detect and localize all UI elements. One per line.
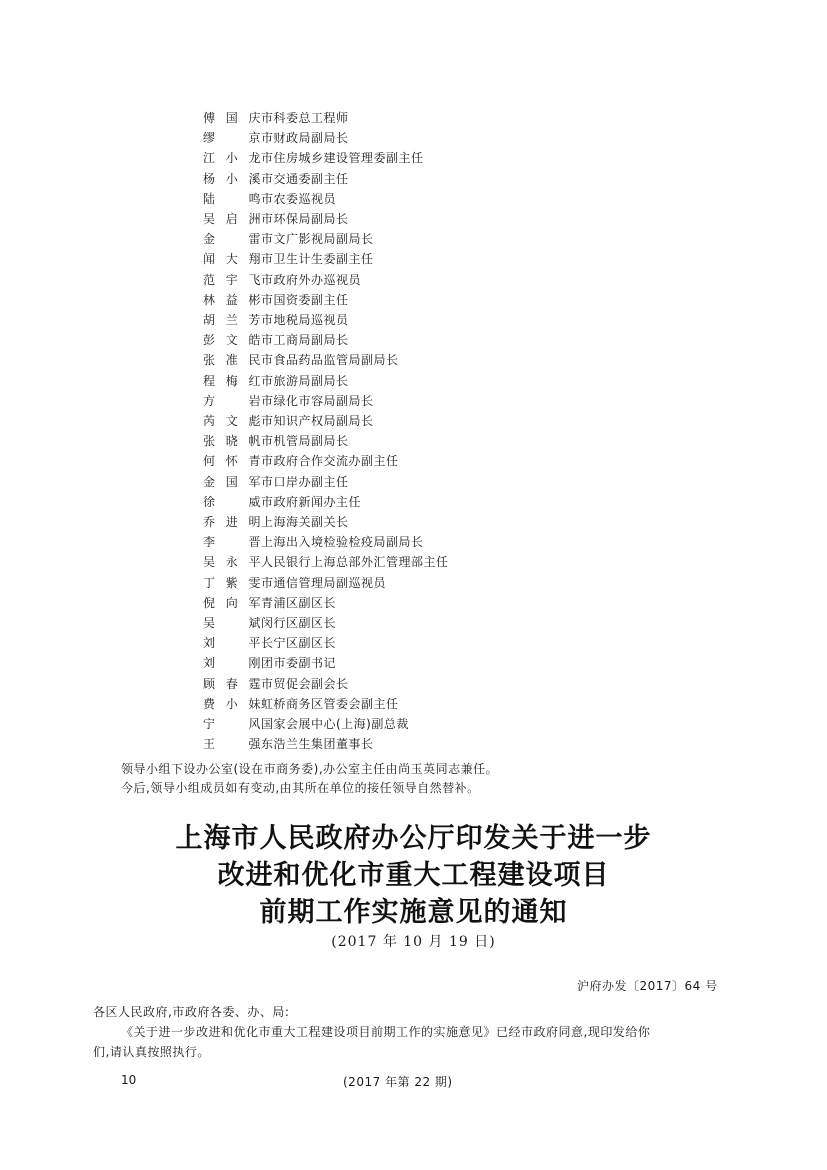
member-row — [203, 108, 349, 128]
notice-title-line-3: 前期工作实施意见的通知 — [259, 897, 568, 928]
member-position: 市农委巡视员 — [261, 191, 337, 206]
member-row — [203, 593, 336, 613]
member-name: 闻大翔 — [203, 252, 261, 267]
member-name: 倪向军 — [203, 595, 261, 610]
member-name: 费小妹 — [203, 696, 261, 711]
member-row — [203, 128, 349, 148]
notice-title-line-1: 上海市人民政府办公厅印发关于进一步 — [175, 823, 652, 854]
member-row — [203, 189, 336, 209]
member-name: 彭文皓 — [203, 333, 261, 348]
member-position: 团市委副书记 — [261, 656, 337, 671]
member-name: 金 雷 — [203, 232, 261, 247]
member-position: 上海海关副关长 — [261, 515, 349, 529]
member-row — [203, 209, 349, 229]
member-name: 徐 威 — [203, 494, 261, 509]
page-number: 10 — [121, 1073, 137, 1087]
member-name: 李 晋 — [203, 535, 261, 550]
member-position: 市住房城乡建设管理委副主任 — [261, 151, 424, 166]
member-row — [203, 371, 349, 391]
member-position: 市旅游局副局长 — [261, 373, 349, 388]
member-row — [203, 310, 349, 330]
salutation: 各区人民政府,市政府各委、办、局: — [93, 1005, 290, 1019]
member-row — [203, 451, 399, 471]
member-name: 胡兰芳 — [203, 313, 261, 327]
member-position: 市地税局巡视员 — [261, 313, 349, 327]
notice-date: (2017 年 10 月 19 日) — [331, 934, 496, 950]
member-position: 市交通委副主任 — [261, 171, 349, 186]
member-name: 顾春霆 — [203, 676, 261, 691]
member-row — [203, 249, 374, 269]
member-row — [203, 391, 374, 411]
member-row — [203, 411, 374, 431]
member-row — [203, 653, 336, 673]
member-name: 吴启洲 — [203, 212, 261, 226]
member-position: 市科委总工程师 — [261, 111, 349, 125]
member-position: 东浩兰生集团董事长 — [261, 737, 374, 752]
member-name: 丁紫雯 — [203, 575, 261, 590]
member-name: 宁 风 — [203, 717, 261, 731]
member-name: 吴 斌 — [203, 616, 261, 630]
member-name: 金国军 — [203, 474, 261, 489]
member-row — [203, 350, 399, 370]
member-row — [203, 532, 424, 552]
member-name: 何怀青 — [203, 454, 261, 469]
member-position: 市工商局副局长 — [261, 333, 349, 348]
member-position: 市机管局副局长 — [261, 434, 349, 449]
change-note: 今后,领导小组成员如有变动,由其所在单位的接任领导自然替补。 — [121, 781, 480, 795]
member-position: 国家会展中心(上海)副总裁 — [261, 717, 409, 731]
member-name: 江小龙 — [203, 151, 261, 166]
member-position: 青浦区副区长 — [261, 595, 337, 610]
body-line-2: 们,请认真按照执行。 — [93, 1045, 210, 1059]
member-position: 市绿化市容局副局长 — [261, 393, 374, 408]
office-note: 领导小组下设办公室(设在市商务委),办公室主任由尚玉英同志兼任。 — [121, 762, 499, 776]
member-row — [203, 169, 349, 189]
member-row — [203, 229, 374, 249]
member-name: 乔进明 — [203, 515, 261, 529]
member-name: 刘 刚 — [203, 656, 261, 671]
member-row — [203, 734, 374, 754]
member-row — [203, 330, 349, 350]
member-name: 缪 京 — [203, 131, 261, 146]
member-position: 市文广影视局副局长 — [261, 232, 374, 247]
member-row — [203, 472, 349, 492]
member-position: 闵行区副区长 — [261, 616, 337, 630]
member-position: 市政府新闻办主任 — [261, 494, 362, 509]
member-row — [203, 694, 399, 714]
member-position: 市通信管理局副巡视员 — [261, 575, 387, 590]
member-name: 林益彬 — [203, 292, 261, 307]
member-name: 范宇飞 — [203, 272, 261, 287]
member-name: 刘 平 — [203, 636, 261, 651]
member-position: 人民银行上海总部外汇管理部主任 — [261, 555, 449, 570]
member-row — [203, 674, 349, 694]
member-name: 芮文彪 — [203, 414, 261, 428]
member-position: 市卫生计生委副主任 — [261, 252, 374, 267]
member-name: 杨小溪 — [203, 171, 261, 186]
member-name: 傅国庆 — [203, 111, 261, 125]
body-line-1: 《关于进一步改进和优化市重大工程建设项目前期工作的实施意见》已经市政府同意,现印发给你 — [121, 1025, 651, 1039]
member-position: 上海出入境检验检疫局副局长 — [261, 535, 424, 550]
member-row — [203, 573, 386, 593]
member-position: 市食品药品监管局副局长 — [261, 353, 399, 368]
member-name: 张晓帆 — [203, 434, 261, 449]
member-name: 陆 鸣 — [203, 191, 261, 206]
member-position: 市国资委副主任 — [261, 292, 349, 307]
member-row — [203, 431, 349, 451]
member-position: 市知识产权局副局长 — [261, 414, 374, 428]
member-name: 王 强 — [203, 737, 261, 752]
member-row — [203, 148, 424, 168]
member-row — [203, 512, 349, 532]
member-row — [203, 552, 449, 572]
member-name: 张准民 — [203, 353, 261, 368]
member-name: 方 岩 — [203, 393, 261, 408]
member-position: 市政府外办巡视员 — [261, 272, 362, 287]
member-position: 市财政局副局长 — [261, 131, 349, 146]
member-position: 市政府合作交流办副主任 — [261, 454, 399, 469]
member-name: 程梅红 — [203, 373, 261, 388]
member-row — [203, 714, 409, 734]
member-row — [203, 613, 336, 633]
member-position: 市口岸办副主任 — [261, 474, 349, 489]
issue-label: (2017 年第 22 期) — [343, 1075, 453, 1089]
member-position: 虹桥商务区管委会副主任 — [261, 696, 399, 711]
member-row — [203, 633, 336, 653]
member-name: 吴永平 — [203, 555, 261, 570]
document-number: 沪府办发〔2017〕64 号 — [577, 979, 718, 993]
member-position: 市贸促会副会长 — [261, 676, 349, 691]
member-row — [203, 492, 361, 512]
notice-title-line-2: 改进和优化市重大工程建设项目 — [217, 860, 610, 891]
member-row — [203, 290, 349, 310]
member-position: 长宁区副区长 — [261, 636, 337, 651]
member-row — [203, 270, 361, 290]
member-position: 市环保局副局长 — [261, 212, 349, 226]
